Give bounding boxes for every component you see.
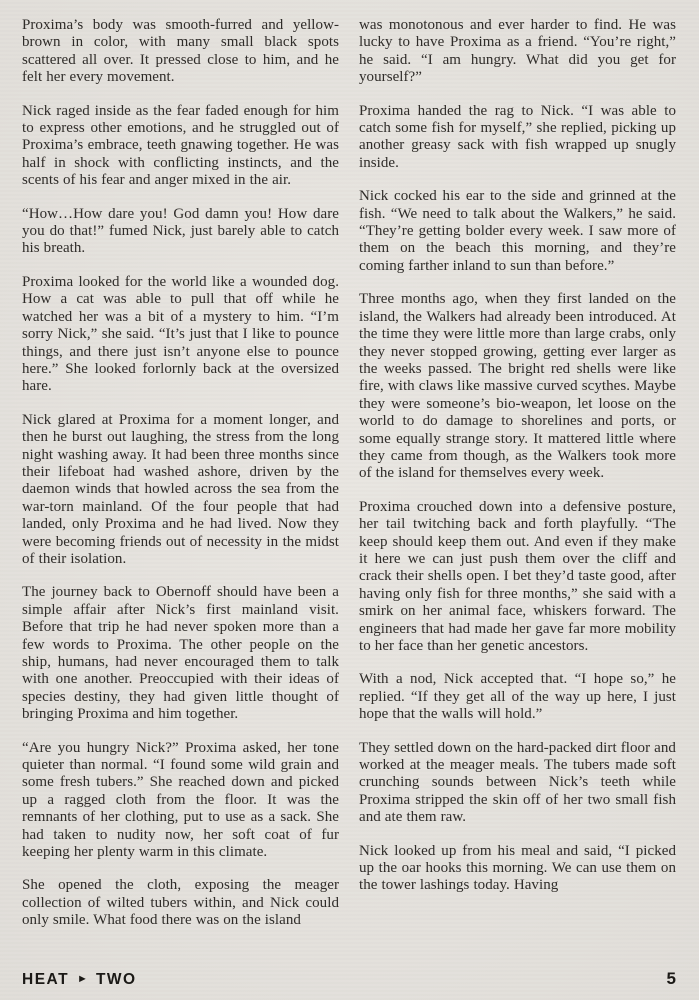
paragraph: “Are you hungry Nick?” Proxima asked, her tone quieter than normal. “I found some wild grain and some fresh tubers.” She reached down and picked up a ragged cloth from the floor. It was the remnants of her clothing, put to use as a sack. She had taken to nudity now, her soft coat of fur keeping her plenty warm in this climate. bbox=[22, 739, 339, 861]
page-number: 5 bbox=[666, 969, 676, 988]
chapter-label: TWO bbox=[95, 971, 137, 988]
page-footer bbox=[22, 969, 676, 989]
paragraph: Proxima handed the rag to Nick. “I was able to catch some fish for myself,” she replied, picking up another greasy sack with fish wrapped up snugly inside. bbox=[359, 102, 676, 171]
paragraph: Nick raged inside as the fear faded enough for him to express other emotions, and he struggled out of Proxima’s embrace, teeth gnawing together. He was half in shock with conflicting instincts, and the scents of his fear and anger mixed in the air. bbox=[22, 102, 339, 189]
paragraph: Nick glared at Proxima for a moment longer, and then he burst out laughing, the stress from the long night washing away. It had been three months since their lifeboat had washed ashore, driven by the daemon winds that howled across the sea from the war-torn mainland. Of the four people that had landed, only Proxima and he had lived. Now they were becoming friends out of necessity in the midst of their isolation. bbox=[22, 411, 339, 567]
paragraph: was monotonous and ever harder to find. He was lucky to have Proxima as a friend. “You’re right,” he said. “I am hungry. What did you get for yourself?” bbox=[359, 17, 676, 86]
right-column bbox=[359, 17, 676, 952]
book-title: HEAT bbox=[22, 971, 70, 988]
paragraph: “How…How dare you! God damn you! How dare you do that!” fumed Nick, just barely able to catch his breath. bbox=[22, 205, 339, 257]
paragraph: Proxima looked for the world like a wounded dog. How a cat was able to pull that off while he watched her was a bit of a mystery to him. “I’m sorry Nick,” she said. “It’s just that I like to pounce things, and there just isn’t anyone else to pounce here.” She looked forlornly back at the oversized hare. bbox=[22, 273, 339, 395]
paragraph: She opened the cloth, exposing the meager collection of wilted tubers within, and Nick could only smile. What food there was on the island bbox=[22, 877, 339, 929]
paragraph: Three months ago, when they first landed on the island, the Walkers had already been introduced. At the time they were little more than large crabs, only they never stopped growing, getting ever larger as the weeks passed. The bright red shells were like fire, with claws like massive curved scythes. Maybe they were someone’s bio-weapon, let loose on the world to do damage to shorelines and ports, or some equally strange story. It mattered little where they came from though, as the Walkers took more of the island for themselves every week. bbox=[359, 291, 676, 482]
paragraph: Nick cocked his ear to the side and grinned at the fish. “We need to talk about the Walkers,” he said. “They’re getting bolder every week. I saw more of them on the beach this morning, and they’re coming farther inland to sun than before.” bbox=[359, 188, 676, 274]
paragraph: They settled down on the hard-packed dirt floor and worked at the meager meals. The tubers made soft crunching sounds between Nick’s teeth while Proxima stripped the skin off of her two small fish and ate them raw. bbox=[359, 739, 676, 826]
paragraph: Proxima crouched down into a defensive posture, her tail twitching back and forth playfully. “The keep should keep them out. And even if they make it here we can just push them over the cliff and crack their shells open. I bet they’d taste good, after having only fish for three months,” she said with a smirk on her animal face, whiskers forward. The engineers that had made her gave far more mobility to her face than her genetic ancestors. bbox=[359, 498, 676, 654]
paragraph: Proxima’s body was smooth-furred and yellow-brown in color, with many small black spots scattered all over. It pressed close to him, and he felt her every movement. bbox=[22, 17, 339, 86]
left-column bbox=[22, 17, 339, 952]
paragraph: With a nod, Nick accepted that. “I hope so,” he replied. “If they get all of the way up here, I just hope that the walls will hold.” bbox=[359, 671, 676, 723]
arrow-right-icon: ► bbox=[77, 973, 88, 985]
running-head bbox=[22, 971, 137, 989]
paragraph: Nick looked up from his meal and said, “I picked up the oar hooks this morning. We can use them on the tower lashings today. Having bbox=[359, 842, 676, 894]
paragraph: The journey back to Obernoff should have been a simple affair after Nick’s first mainland visit. Before that trip he had never spoken more than a few words to Proxima. The other people on the ship, humans, had never encouraged them to talk with one another. Preoccupied with their ideas of species destiny, they had given little thought of bringing Proxima and him together. bbox=[22, 584, 339, 723]
